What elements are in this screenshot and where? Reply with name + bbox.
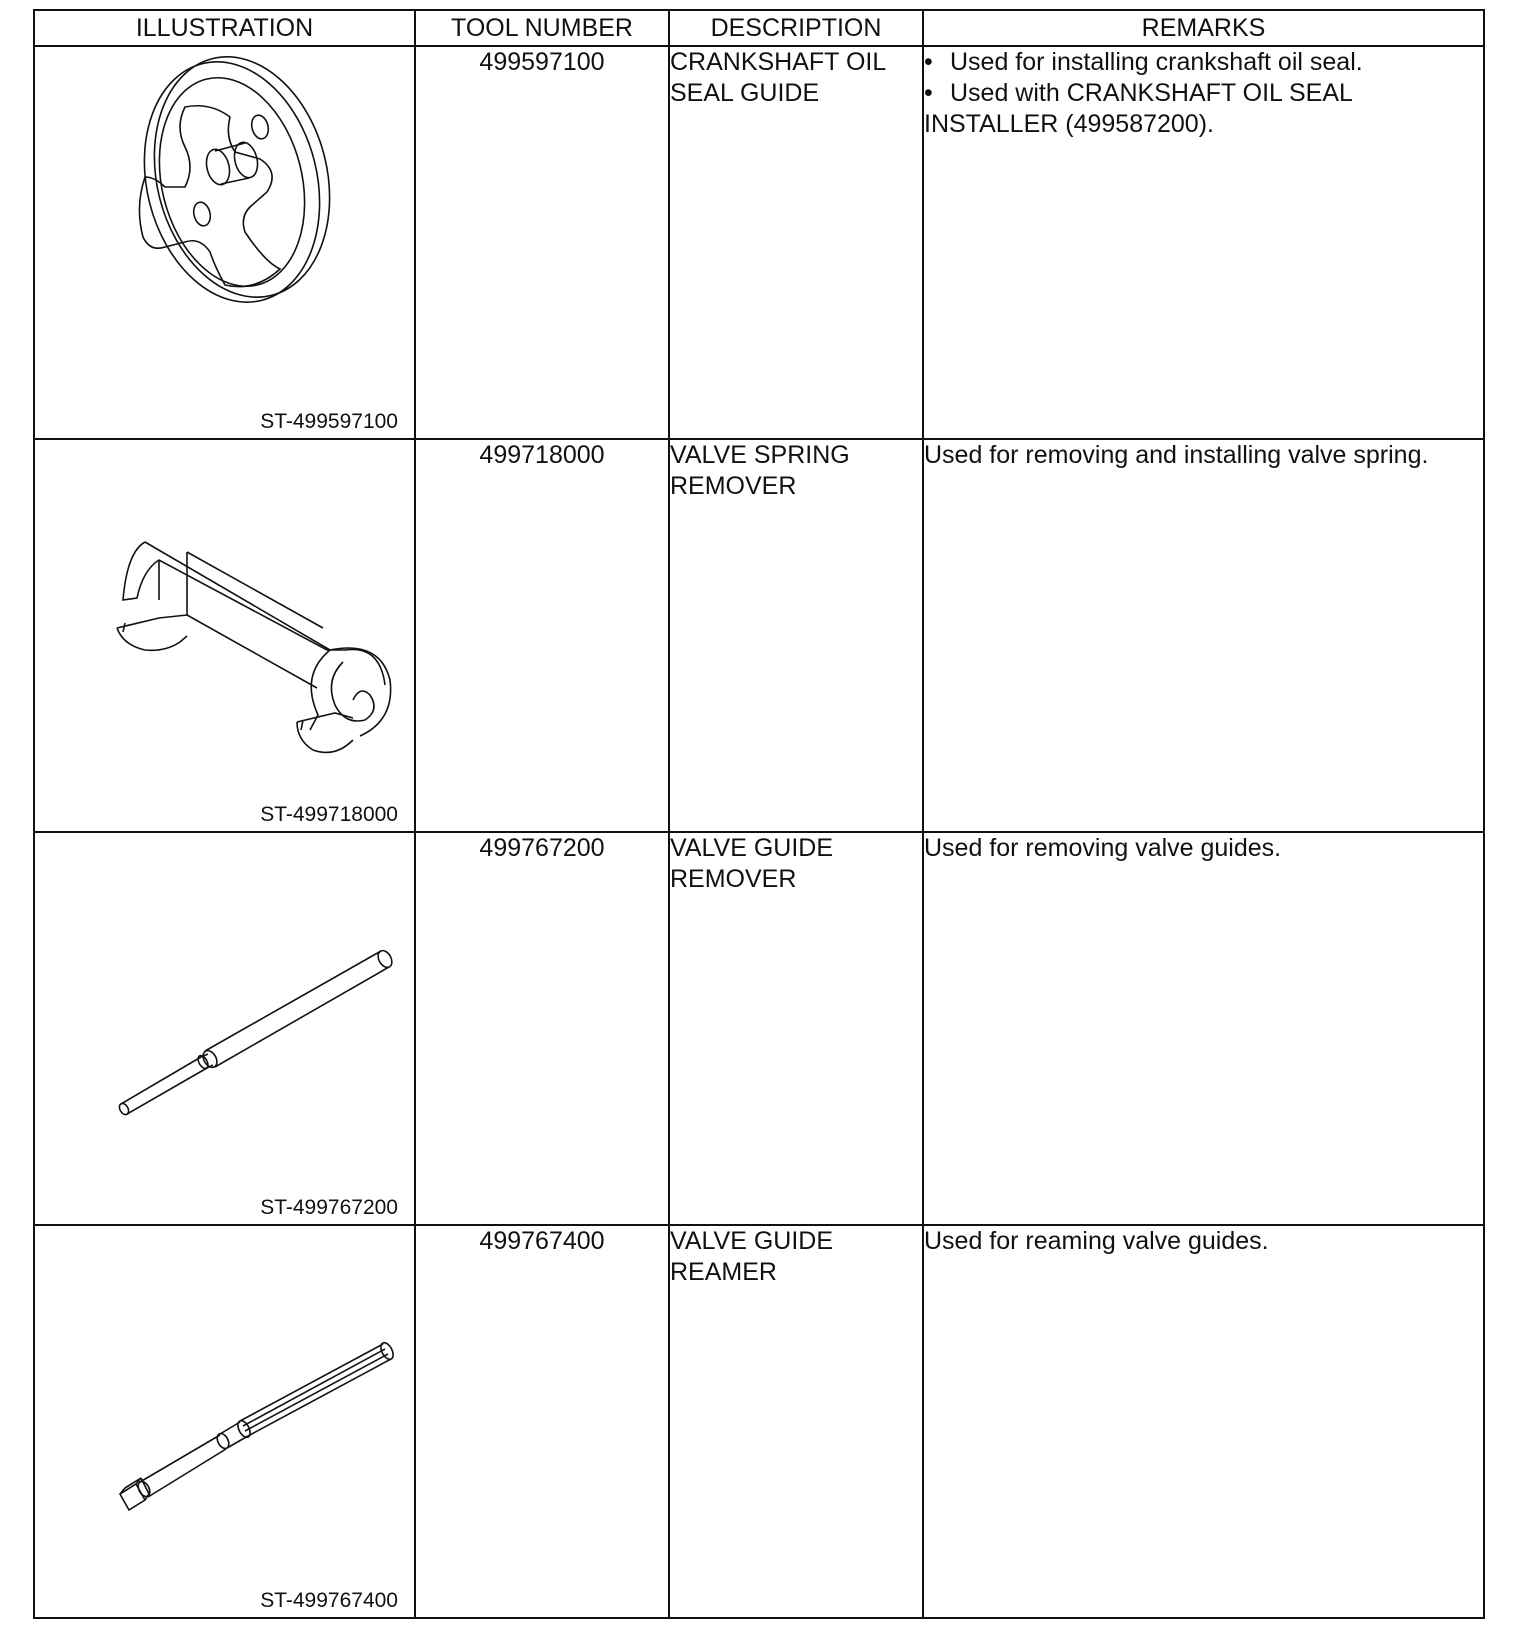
remark-text: INSTALLER (499587200). bbox=[924, 110, 1214, 138]
description-cell bbox=[669, 46, 923, 439]
valve-guide-reamer-icon bbox=[35, 1226, 416, 1617]
bullet-icon: • bbox=[924, 48, 933, 76]
illustration-code: ST-499767200 bbox=[260, 1196, 398, 1219]
tool-number-cell: 499767400 bbox=[415, 1225, 669, 1618]
valve-guide-remover-icon bbox=[35, 833, 416, 1224]
description-line: VALVE SPRING bbox=[670, 441, 850, 469]
tool-number-cell: 499597100 bbox=[415, 46, 669, 439]
tool-number-cell: 499767200 bbox=[415, 832, 669, 1225]
description-cell bbox=[669, 1225, 923, 1618]
remark-item bbox=[924, 78, 1483, 109]
table-header-row bbox=[34, 10, 1484, 46]
description-cell bbox=[669, 832, 923, 1225]
table-row bbox=[34, 439, 1484, 832]
header-remarks: REMARKS bbox=[923, 10, 1484, 46]
crankshaft-oil-seal-guide-icon bbox=[35, 47, 416, 438]
description-cell bbox=[669, 439, 923, 832]
bullet-icon: • bbox=[924, 79, 933, 107]
illustration-code: ST-499597100 bbox=[260, 410, 398, 433]
remarks-cell bbox=[923, 832, 1484, 1225]
description-line: REMOVER bbox=[670, 865, 797, 893]
remark-text: Used for reaming valve guides. bbox=[924, 1227, 1269, 1255]
header-tool-number: TOOL NUMBER bbox=[415, 10, 669, 46]
special-tools-table bbox=[33, 9, 1485, 1619]
description-line: SEAL GUIDE bbox=[670, 79, 820, 107]
tool-number-cell: 499718000 bbox=[415, 439, 669, 832]
illustration-code: ST-499767400 bbox=[260, 1589, 398, 1612]
description-line: REAMER bbox=[670, 1258, 777, 1286]
illustration-cell bbox=[34, 46, 415, 439]
description-line: REMOVER bbox=[670, 472, 797, 500]
remark-item bbox=[924, 47, 1483, 78]
remark-text: Used for installing crankshaft oil seal. bbox=[950, 48, 1363, 76]
illustration-cell bbox=[34, 1225, 415, 1618]
table-row bbox=[34, 46, 1484, 439]
header-illustration: ILLUSTRATION bbox=[34, 10, 415, 46]
header-description: DESCRIPTION bbox=[669, 10, 923, 46]
description-line: CRANKSHAFT OIL bbox=[670, 48, 887, 76]
illustration-cell bbox=[34, 832, 415, 1225]
remarks-cell bbox=[923, 1225, 1484, 1618]
description-line: VALVE GUIDE bbox=[670, 1227, 834, 1255]
remark-text: Used for removing and installing valve spring. bbox=[924, 441, 1429, 469]
remark-text: Used for removing valve guides. bbox=[924, 834, 1282, 862]
remarks-cell bbox=[923, 46, 1484, 439]
remark-text: Used with CRANKSHAFT OIL SEAL bbox=[950, 79, 1353, 107]
table-row bbox=[34, 1225, 1484, 1618]
description-line: VALVE GUIDE bbox=[670, 834, 834, 862]
illustration-cell bbox=[34, 439, 415, 832]
valve-spring-remover-icon bbox=[35, 440, 416, 831]
remarks-cell bbox=[923, 439, 1484, 832]
table-row bbox=[34, 832, 1484, 1225]
illustration-code: ST-499718000 bbox=[260, 803, 398, 826]
